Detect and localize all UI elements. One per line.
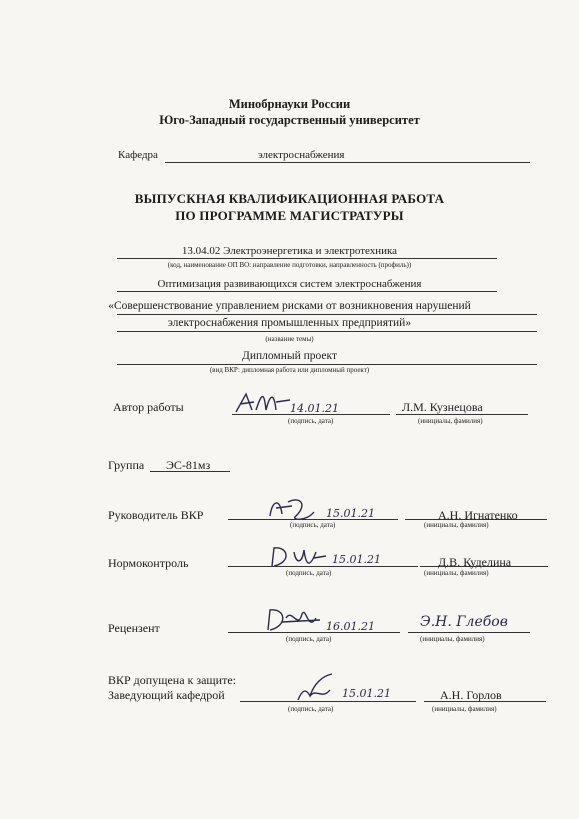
reviewer-name-underline <box>408 632 530 633</box>
program-underline <box>117 258 497 259</box>
ministry-name: Минобрнауки России <box>228 97 351 111</box>
program-caption: (код, наименование ОП ВО: направление подготовки, направленность (профиль)) <box>167 261 412 269</box>
head-of-department-label: Заведующий кафедрой <box>108 688 225 702</box>
author-sign-caption: (подпись, дата) <box>288 417 334 425</box>
supervisor-sign-date: 15.01.21 <box>326 507 375 520</box>
head-sign-caption: (подпись, дата) <box>288 705 334 713</box>
topic-underline1 <box>117 314 537 315</box>
author-name: Л.М. Кузнецова <box>402 400 483 414</box>
normcontrol-label: Нормоконтроль <box>108 556 189 570</box>
topic-line2: электроснабжения промышленных предприятий» <box>167 317 412 329</box>
normcontrol-name: Д.В. Куделина <box>438 555 512 569</box>
profile-underline <box>117 291 497 292</box>
supervisor-label: Руководитель ВКР <box>108 508 204 522</box>
normcontrol-name-caption: (инициалы, фамилия) <box>424 569 489 577</box>
work-type-underline <box>117 364 537 365</box>
head-name-caption: (инициалы, фамилия) <box>432 705 497 713</box>
department-label: Кафедра <box>118 149 158 161</box>
topic-underline2 <box>117 331 537 332</box>
reviewer-label: Рецензент <box>108 621 160 635</box>
program-profile: Оптимизация развивающихся систем электроснабжения <box>157 278 422 290</box>
head-name-underline <box>424 701 546 702</box>
head-sign-underline <box>240 701 416 702</box>
normcontrol-signature <box>266 542 330 572</box>
supervisor-name-caption: (инициалы, фамилия) <box>424 521 489 529</box>
program-value: 13.04.02 Электроэнергетика и электротехника <box>181 245 398 257</box>
topic-line1: «Совершенствование управлением рисками от возникновения нарушений <box>108 300 471 312</box>
group-value: ЭС-81мз <box>166 458 211 472</box>
author-name-caption: (инициалы, фамилия) <box>418 417 483 425</box>
author-name-underline <box>396 414 528 415</box>
admission-line: ВКР допущена к защите: <box>108 673 236 687</box>
work-type-value: Дипломный проект <box>242 350 337 362</box>
normcontrol-sign-underline <box>228 566 418 567</box>
head-name: А.Н. Горлов <box>440 688 502 702</box>
reviewer-sign-date: 16.01.21 <box>326 620 375 633</box>
reviewer-sign-underline <box>228 632 400 633</box>
author-label: Автор работы <box>113 400 184 414</box>
supervisor-name: А.Н. Игнатенко <box>438 508 518 522</box>
group-underline <box>150 471 230 472</box>
normcontrol-sign-caption: (подпись, дата) <box>286 569 332 577</box>
group-label: Группа <box>108 458 145 472</box>
supervisor-name-underline <box>405 519 547 520</box>
head-sign-date: 15.01.21 <box>342 687 391 700</box>
supervisor-sign-underline <box>228 519 398 520</box>
reviewer-sign-caption: (подпись, дата) <box>286 635 332 643</box>
department-underline <box>165 162 530 163</box>
author-sign-date: 14.01.21 <box>290 402 339 415</box>
document-title-line2: ПО ПРОГРАММЕ МАГИСТРАТУРЫ <box>175 208 404 223</box>
document-title-line1: ВЫПУСКНАЯ КВАЛИФИКАЦИОННАЯ РАБОТА <box>134 191 445 206</box>
author-sign-underline <box>232 414 390 415</box>
normcontrol-name-underline <box>420 566 548 567</box>
department-value: электроснабжения <box>258 149 345 161</box>
supervisor-sign-caption: (подпись, дата) <box>290 521 336 529</box>
topic-caption: (название темы) <box>265 335 314 343</box>
reviewer-name-caption: (инициалы, фамилия) <box>420 635 485 643</box>
reviewer-name: Э.Н. Глебов <box>420 614 508 630</box>
university-name: Юго-Западный государственный университет <box>159 113 420 127</box>
work-type-caption: (вид ВКР: дипломная работа или дипломный проект) <box>209 366 370 374</box>
normcontrol-sign-date: 15.01.21 <box>332 553 381 566</box>
